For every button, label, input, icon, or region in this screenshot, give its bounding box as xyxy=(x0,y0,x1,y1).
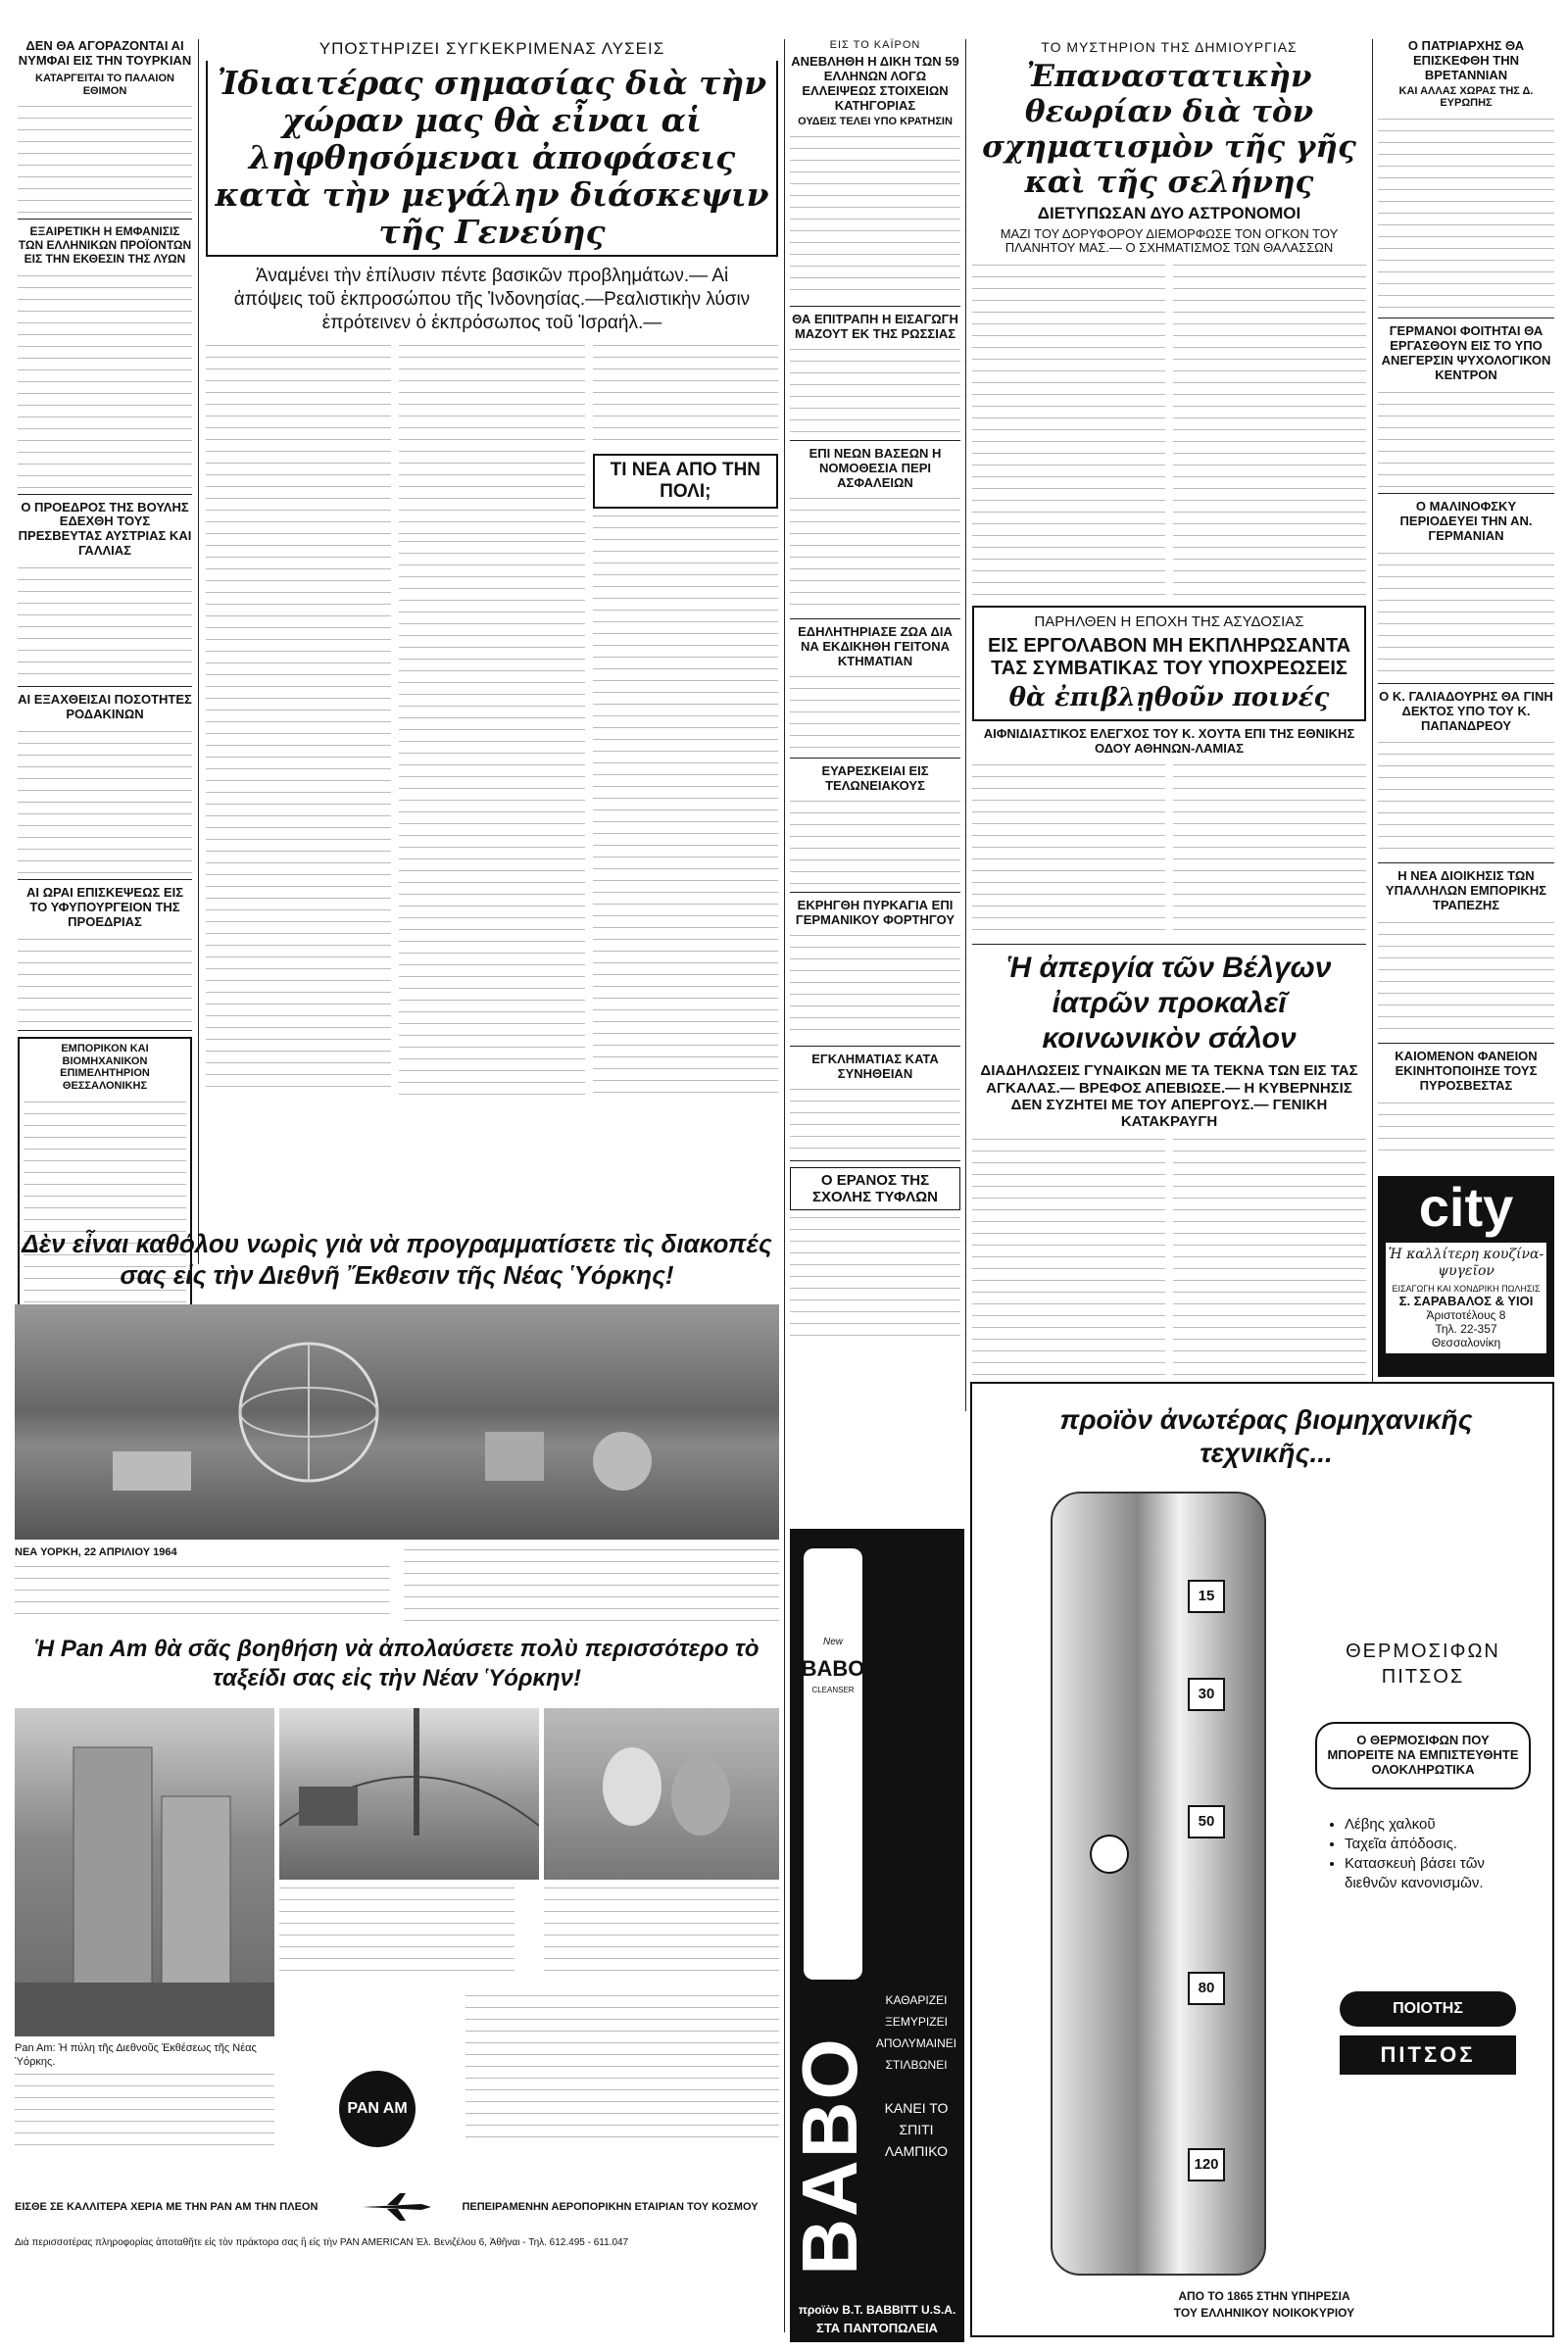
article-text xyxy=(1378,116,1554,312)
box-title: ΤΙ ΝΕΑ ΑΠΟ ΤΗΝ ΠΟΛΙ; xyxy=(610,460,761,503)
benefit: ΣΤΙΛΒΩΝΕΙ xyxy=(885,2058,948,2072)
kicker: ΠΑΡΗΛΘΕΝ Η ΕΠΟΧΗ ΤΗΣ ΑΣΥΔΟΣΙΑΣ xyxy=(1034,613,1304,631)
lead-deck: Ἀναμένει τὴν ἐπίλυσιν πέντε βασικῶν προβλημάτων.— Αἱ ἀπόψεις τοῦ ἐκπροσώπου τῆς Ἰνδονησίας.—Ρεαλιστικὴν λύσιν ἐπρότεινεν ὁ ἐκπρόσωπος τοῦ Ἰσραήλ.— xyxy=(233,266,751,333)
advert-subheadline: Ἡ Pan Am θὰ σᾶς βοηθήση νὰ ἀπολαύσετε πολὺ περισσότερο τὸ ταξείδι σας εἰς τὴν Νέαν Ὑόρκην! xyxy=(34,1636,760,1691)
city-firm: Σ. ΣΑΡΑΒΑΛΟΣ & ΥΙΟΙ xyxy=(1398,1294,1534,1308)
babo-vertical-logo xyxy=(786,2009,874,2303)
advert-footer xyxy=(15,2193,779,2221)
far-right-column xyxy=(1378,39,1554,1158)
babo-advert xyxy=(786,1529,964,2342)
article-text xyxy=(790,495,960,612)
subheadline: ΔΙΕΤΥΠΩΣΑΝ ΔΥΟ ΑΣΤΡΟΝΟΜΟΙ xyxy=(1037,204,1301,222)
boxed-column xyxy=(593,454,778,509)
city-tagline: Ἡ καλλίτερη κουζίνα-ψυγεῖον xyxy=(1388,1247,1544,1279)
science-headline: Ἐπαναστατικὴν θεωρίαν διὰ τὸν σχηματισμὸν τῆς γῆς καὶ τῆς σελήνης xyxy=(982,59,1356,200)
thermometer-icon xyxy=(1090,1835,1129,1874)
advert-text xyxy=(544,1885,779,1973)
babo-maker: προϊὸν Β.Τ. BABBITT U.S.A. xyxy=(798,2303,956,2317)
headline: ΕΠΙ ΝΕΩΝ ΒΑΣΕΩΝ Η ΝΟΜΟΘΕΣΙΑ ΠΕΡΙ ΑΣΦΑΛΕΙΩΝ xyxy=(808,446,942,491)
pitsos-features xyxy=(1345,1815,1531,1893)
lead-story xyxy=(206,39,778,1101)
babo-can xyxy=(801,1548,865,1980)
headline: Η ΝΕΑ ΔΙΟΙΚΗΣΙΣ ΤΩΝ ΥΠΑΛΛΗΛΩΝ ΕΜΠΟΡΙΚΗΣ ΤΡΑΠΕΖΗΣ xyxy=(1385,868,1547,913)
article-text xyxy=(972,262,1165,600)
headline: ΕΜΠΟΡΙΚΟΝ ΚΑΙ ΒΙΟΜΗΧΑΝΙΚΟΝ ΕΠΙΜΕΛΗΤΗΡΙΟΝ ΘΕΣΣΑΛΟΝΙΚΗΣ xyxy=(60,1042,150,1092)
dateline: ΝΕΑ ΥΟΡΚΗ, 22 ΑΠΡΙΛΙΟΥ 1964 xyxy=(15,1546,177,1558)
article-text xyxy=(1378,739,1554,857)
column-rule xyxy=(1372,39,1373,1421)
babo-can-cleanser: CLEANSER xyxy=(811,1686,855,1694)
article-text xyxy=(399,538,584,1097)
feature: • Κατασκευὴ βάσει τῶν διεθνῶν κανονισμῶν. xyxy=(1345,1854,1531,1893)
middle-column xyxy=(790,39,960,1342)
article-text xyxy=(790,1086,960,1154)
left-column xyxy=(18,39,192,1335)
article-text xyxy=(790,1214,960,1342)
lead-headline: Ἰδιαιτέρας σημασίας διὰ τὴν χώραν μας θὰ εἶναι αἱ ληφθησόμεναι ἀποφάσεις κατὰ τὴν μεγάλην διάσκεψιν τῆς Γενεύης xyxy=(215,64,769,251)
article-text xyxy=(18,936,192,1024)
advert-body xyxy=(15,1546,779,1625)
photo-caption: Pan Am: Ἡ πύλη τῆς Διεθνοῦς Ἐκθέσεως τῆς Νέας Ὑόρκης. xyxy=(15,2042,257,2068)
city-box xyxy=(1386,1243,1546,1353)
subheadline: ΔΙΑΔΗΛΩΣΕΙΣ ΓΥΝΑΙΚΩΝ ΜΕ ΤΑ ΤΕΚΝΑ ΤΩΝ ΕΙΣ ΤΑΣ ΑΓΚΑΛΑΣ.— ΒΡΕΦΟΣ ΑΠΕΒΙΩΣΕ.— Η ΚΥΒΕΡΝΗΣΙΣ ΔΕΝ ΣΥΖΗΤΕΙ ΜΕ ΤΟΥ ΑΠΕΡΓΟΥΣ.— ΓΕΝΙΚΗ ΚΑΤΑΚΡΑΥΓΗ xyxy=(980,1062,1358,1131)
article-text xyxy=(790,133,960,300)
advert-column xyxy=(544,1885,779,1973)
article-text xyxy=(972,761,1165,938)
headline: ΘΑ ΕΠΙΤΡΑΠΗ Η ΕΙΣΑΓΩΓΗ ΜΑΖΟΥΤ ΕΚ ΤΗΣ ΡΩΣΣΙΑΣ xyxy=(792,312,958,342)
pitsos-product: ΘΕΡΜΟΣΙΦΩΝ ΠΙΤΣΟΣ xyxy=(1346,1641,1500,1688)
headline: ΑΝΕΒΛΗΘΗ Η ΔΙΚΗ ΤΩΝ 59 ΕΛΛΗΝΩΝ ΛΟΓΩ ΕΛΛΕΙΨΕΩΣ ΣΤΟΙΧΕΙΩΝ ΚΑΤΗΓΟΡΙΑΣ xyxy=(791,54,959,113)
article-text xyxy=(1173,761,1366,938)
article-text xyxy=(593,513,778,1101)
panam-logo xyxy=(304,2071,451,2149)
footer-line: ΕΙΣΘΕ ΣΕ ΚΑΛΛΙΤΕΡΑ ΧΕΡΙΑ ΜΕ ΤΗΝ PAN AM ΤΗΝ ΠΛΕΟΝ xyxy=(15,2200,318,2213)
capacity-label: 15 xyxy=(1188,1580,1225,1613)
fair-aerial-image xyxy=(15,1304,779,1540)
feature: • Ταχεῖα ἀπόδοσις. xyxy=(1345,1835,1531,1854)
babo-where: ΣΤΑ ΠΑΝΤΟΠΩΛΕΙΑ xyxy=(816,2321,938,2335)
headline: Ο ΠΑΤΡΙΑΡΧΗΣ ΘΑ ΕΠΙΣΚΕΦΘΗ ΤΗΝ ΒΡΕΤΑΝΝΙΑΝ xyxy=(1407,38,1525,82)
advert-contact: Διὰ περισσοτέρας πληροφορίας ἀποταθῆτε εἰς τὸν πράκτορα σας ἢ εἰς τὴν PAN AMERICAN Ἐλ. Βενιζέλου 6, Ἀθῆναι - Τηλ. 612.495 - 611.047 xyxy=(15,2237,629,2248)
city-city: Θεσσαλονίκη xyxy=(1431,1336,1501,1349)
capacity-label: 120 xyxy=(1188,2148,1225,2181)
kicker: ΤΟ ΜΥΣΤΗΡΙΟΝ ΤΗΣ ΔΗΜΙΟΥΡΓΙΑΣ xyxy=(1041,39,1298,55)
article-text xyxy=(1378,919,1554,1037)
headline: ΑΙ ΕΞΑΧΘΕΙΣΑΙ ΠΟΣΟΤΗΤΕΣ ΡΟΔΑΚΙΝΩΝ xyxy=(18,692,192,722)
headline: Ο Κ. ΓΑΛΙΑΔΟΥΡΗΣ ΘΑ ΓΙΝΗ ΔΕΚΤΟΣ ΥΠΟ ΤΟΥ Κ. ΠΑΠΑΝΔΡΕΟΥ xyxy=(1379,688,1553,733)
article-text xyxy=(1378,550,1554,677)
boxed-article xyxy=(972,606,1366,720)
article-text xyxy=(790,932,960,1040)
panam-advert xyxy=(15,1228,779,2335)
subheadline: ΜΑΖΙ ΤΟΥ ΔΟΡΥΦΟΡΟΥ ΔΙΕΜΟΡΦΩΣΕ ΤΟΝ ΟΓΚΟΝ ΤΟΥ ΠΛΑΝΗΤΟΥ ΜΑΣ.— Ο ΣΧΗΜΑΤΙΣΜΟΣ ΤΩΝ ΘΑΛΑΣΣΩΝ xyxy=(1000,225,1339,256)
article-text xyxy=(18,728,192,873)
subheadline: ΟΥΔΕΙΣ ΤΕΛΕΙ ΥΠΟ ΚΡΑΤΗΣΙΝ xyxy=(798,115,953,127)
capacity-label: 30 xyxy=(1188,1678,1225,1711)
headline: ΔΕΝ ΘΑ ΑΓΟΡΑΖΟΝΤΑΙ ΑΙ ΝΥΜΦΑΙ ΕΙΣ ΤΗΝ ΤΟΥΡΚΙΑΝ xyxy=(18,38,192,68)
fair-photo xyxy=(15,1304,779,1540)
advert-column xyxy=(279,1885,514,1973)
headline: ΕΚΡΗΓΘΗ ΠΥΡΚΑΓΙΑ ΕΠΙ ΓΕΡΜΑΝΙΚΟΥ ΦΟΡΤΗΓΟΥ xyxy=(795,897,956,927)
article-text xyxy=(18,564,192,680)
headline: ΕΥΑΡΕΣΚΕΙΑΙ ΕΙΣ ΤΕΛΩΝΕΙΑΚΟΥΣ xyxy=(821,762,929,793)
pitsos-brand: ΠΙΤΣΟΣ xyxy=(1340,2035,1516,2075)
headline: ΚΑΙΟΜΕΝΟΝ ΦΑΝΕΙΟΝ ΕΚΙΝΗΤΟΠΟΙΗΣΕ ΤΟΥΣ ΠΥΡΟΣΒΕΣΤΑΣ xyxy=(1395,1049,1538,1094)
article-text xyxy=(18,272,192,488)
headline: ΕΙΣ ΕΡΓΟΛΑΒΟΝ ΜΗ ΕΚΠΛΗΡΩΣΑΝΤΑ ΤΑΣ ΣΥΜΒΑΤΙΚΑΣ ΤΟΥ ΥΠΟΧΡΕΩΣΕΙΣ xyxy=(987,634,1351,679)
babo-benefits xyxy=(872,1989,960,2076)
strike-headline: Ἡ ἀπεργία τῶν Βέλγων ἰατρῶν προκαλεῖ κοινωνικὸν σάλον xyxy=(1006,952,1332,1055)
advert-headline: Δὲν εἶναι καθόλου νωρὶς γιὰ νὰ προγραμματίσετε τὶς διακοπές σας εἰς τὴν Διεθνῆ Ἔκθεσιν τῆς Νέας Ὑόρκης! xyxy=(22,1229,772,1290)
city-advert xyxy=(1378,1176,1554,1377)
babo-can-brand: BABO xyxy=(801,1656,865,1681)
subheadline: ΑΙΦΝΙΔΙΑΣΤΙΚΟΣ ΕΛΕΓΧΟΣ ΤΟΥ Κ. ΧΟΥΤΑ ΕΠΙ ΤΗΣ ΕΘΝΙΚΗΣ ΟΔΟΥ ΑΘΗΝΩΝ-ΛΑΜΙΑΣ xyxy=(983,725,1355,756)
pitsos-headline: προϊὸν ἀνωτέρας βιομηχανικῆς τεχνικῆς... xyxy=(1059,1404,1473,1468)
article-text xyxy=(18,103,192,213)
article-text xyxy=(790,346,960,434)
subheadline: ΚΑΙ ΑΛΛΑΣ ΧΩΡΑΣ ΤΗΣ Δ. ΕΥΡΩΠΗΣ xyxy=(1398,84,1534,110)
headline: ΓΕΡΜΑΝΟΙ ΦΟΙΤΗΤΑΙ ΘΑ ΕΡΓΑΣΘΟΥΝ ΕΙΣ ΤΟ ΥΠΟ ΑΝΕΓΕΡΣΙΝ ΨΥΧΟΛΟΓΙΚΟΝ ΚΕΝΤΡΟΝ xyxy=(1381,323,1551,382)
quality-seal: ΠΟΙΟΤΗΣ xyxy=(1340,1991,1516,2027)
headline: ΕΓΚΛΗΜΑΤΙΑΣ ΚΑΤΑ ΣΥΝΗΘΕΙΑΝ xyxy=(811,1051,939,1081)
advert-text xyxy=(15,1563,390,1622)
benefit: ΚΑΘΑΡΙΖΕΙ xyxy=(885,1993,948,2007)
advert-text xyxy=(466,1992,779,2139)
article-text xyxy=(399,342,584,538)
feature: • Λέβης χαλκοῦ xyxy=(1345,1815,1531,1835)
pitsos-claim: Ο ΘΕΡΜΟΣΙΦΩΝ ΠΟΥ ΜΠΟΡΕΙΤΕ ΝΑ ΕΜΠΙΣΤΕΥΘΗΤΕ ΟΛΟΚΛΗΡΩΤΙΚΑ xyxy=(1315,1722,1531,1789)
headline: Ο ΠΡΟΕΔΡΟΣ ΤΗΣ ΒΟΥΛΗΣ ΕΔΕΧΘΗ ΤΟΥΣ ΠΡΕΣΒΕΥΤΑΣ ΑΥΣΤΡΙΑΣ ΚΑΙ ΓΑΛΛΙΑΣ xyxy=(18,499,192,559)
advert-text xyxy=(15,2071,274,2149)
column-rule xyxy=(198,39,199,1264)
headline-box xyxy=(206,61,778,257)
babo-logo: BABO xyxy=(786,2036,874,2276)
article-text xyxy=(1173,262,1366,600)
article-column xyxy=(399,342,584,1101)
article-text xyxy=(1378,389,1554,487)
article-text xyxy=(593,342,778,450)
headline: ΕΞΑΙΡΕΤΙΚΗ Η ΕΜΦΑΝΙΣΙΣ ΤΩΝ ΕΛΛΗΝΙΚΩΝ ΠΡΟΪΟΝΤΩΝ ΕΙΣ ΤΗΝ ΕΚΘΕΣΙΝ ΤΗΣ ΛΥΩΝ xyxy=(18,224,192,266)
bridge-photo xyxy=(279,1708,539,1880)
article-column xyxy=(593,342,778,1101)
pitsos-footer: ΤΟΥ ΕΛΛΗΝΙΚΟΥ ΝΟΙΚΟΚΥΡΙΟΥ xyxy=(1173,2306,1355,2320)
headline: Ο ΜΑΛΙΝΟΦΣΚΥ ΠΕΡΙΟΔΕΥΕΙ ΤΗΝ ΑΝ. ΓΕΡΜΑΝΙΑΝ xyxy=(1399,498,1533,543)
headline: Ο ΕΡΑΝΟΣ ΤΗΣ ΣΧΟΛΗΣ ΤΥΦΛΩΝ xyxy=(790,1167,960,1211)
water-heater-image xyxy=(1051,1492,1266,2276)
article-text xyxy=(206,342,391,1097)
babo-slogan: ΚΑΝΕΙ ΤΟ ΣΠΙΤΙ ΛΑΜΠΙΚΟ xyxy=(884,2100,949,2159)
advert-text xyxy=(279,1885,514,1973)
article-text xyxy=(790,798,960,886)
article-text xyxy=(790,673,960,752)
footer-line: ΠΕΠΕΙΡΑΜΕΝΗΝ ΑΕΡΟΠΟΡΙΚΗΝ ΕΤΑΙΡΙΑΝ ΤΟΥ ΚΟΣΜΟΥ xyxy=(462,2200,759,2213)
right-news-column xyxy=(972,39,1366,1459)
subheadline: ΚΑΤΑΡΓΕΙΤΑΙ ΤΟ ΠΑΛΑΙΟΝ ΕΘΙΜΟΝ xyxy=(35,72,174,97)
babo-new-label: New xyxy=(822,1637,843,1647)
benefit: ΞΕΜΥΡΙΖΕΙ xyxy=(885,2015,948,2029)
kicker: ΥΠΟΣΤΗΡΙΖΕΙ ΣΥΓΚΕΚΡΙΜΕΝΑΣ ΛΥΣΕΙΣ xyxy=(318,39,665,58)
pitsos-advert xyxy=(970,1382,1554,2337)
capacity-label: 50 xyxy=(1188,1805,1225,1838)
headline: ΕΔΗΛΗΤΗΡΙΑΣΕ ΖΩΑ ΔΙΑ ΝΑ ΕΚΔΙΚΗΘΗ ΓΕΙΤΟΝΑ ΚΤΗΜΑΤΙΑΝ xyxy=(798,624,953,668)
kicker: ΕΙΣ ΤΟ ΚΑΪΡΟΝ xyxy=(829,39,921,51)
unisphere-photo xyxy=(15,1708,274,2036)
article-text xyxy=(1378,1100,1554,1158)
city-logo: city xyxy=(1418,1176,1514,1238)
column-rule xyxy=(965,39,966,1411)
pitsos-footer: ΑΠΟ ΤΟ 1865 ΣΤΗΝ ΥΠΗΡΕΣΙΑ xyxy=(1178,2289,1350,2303)
city-phone: Τηλ. 22-357 xyxy=(1435,1322,1497,1336)
city-address: Ἀριστοτέλους 8 xyxy=(1426,1308,1506,1322)
city-import: ΕΙΣΑΓΩΓΗ ΚΑΙ ΧΟΝΔΡΙΚΗ ΠΩΛΗΣΙΣ xyxy=(1392,1284,1541,1294)
airplane-icon xyxy=(363,2193,431,2221)
capacity-label: 80 xyxy=(1188,1972,1225,2005)
headline: θὰ ἐπιβλῃθοῦν ποινές xyxy=(1008,682,1330,712)
couple-photo xyxy=(544,1708,779,1880)
column-rule xyxy=(784,39,785,2332)
panam-globe-icon: PAN AM xyxy=(339,2071,416,2147)
benefit: ΑΠΟΛΥΜΑΙΝΕΙ xyxy=(875,2036,957,2050)
advert-text xyxy=(404,1546,779,1625)
headline: ΑΙ ΩΡΑΙ ΕΠΙΣΚΕΨΕΩΣ ΕΙΣ ΤΟ ΥΦΥΠΟΥΡΓΕΙΟΝ ΤΗΣ ΠΡΟΕΔΡΙΑΣ xyxy=(26,885,183,930)
